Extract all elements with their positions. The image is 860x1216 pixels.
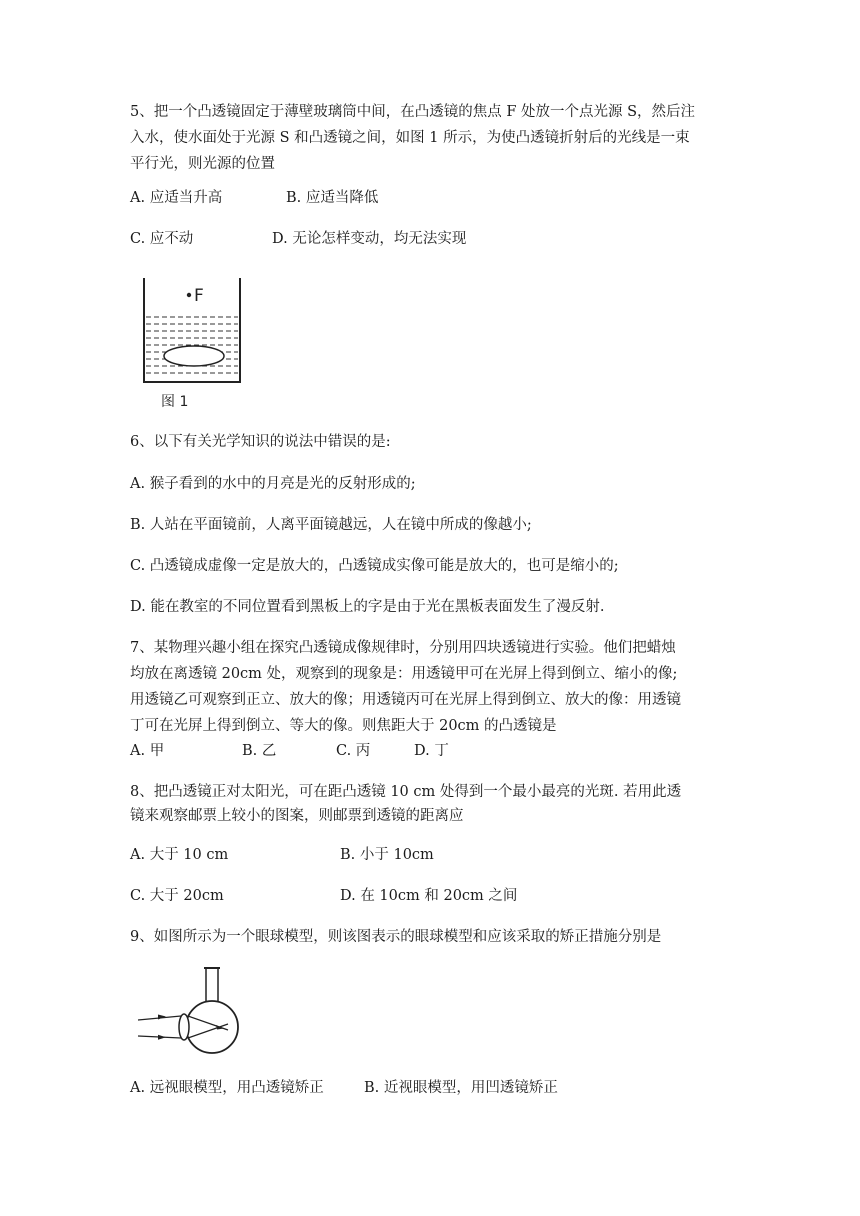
q8-option-a: A. 大于 10 cm <box>130 847 229 863</box>
q9-option-a: A. 远视眼模型，用凸透镜矫正 <box>130 1080 324 1096</box>
q5-stem-line-2: 入水，使水面处于光源 S 和凸透镜之间，如图 1 所示，为使凸透镜折射后的光线是一束 <box>130 130 690 146</box>
q7-stem-line-2: 均放在离透镜 20cm 处，观察到的现象是：用透镜甲可在光屏上得到倒立、缩小的像; <box>130 666 678 682</box>
q8-stem-line-1: 8、把凸透镜正对太阳光，可在距凸透镜 10 cm 处得到一个最小最亮的光斑. 若用此透 <box>130 784 682 800</box>
q6-option-a: A. 猴子看到的水中的月亮是光的反射形成的; <box>130 476 416 492</box>
q7-option-c: C. 丙 <box>336 743 371 759</box>
q5-option-b: B. 应适当降低 <box>286 190 379 206</box>
q8-option-c: C. 大于 20cm <box>130 888 224 904</box>
eyeball-model-figure <box>136 964 266 1058</box>
q8-option-d: D. 在 10cm 和 20cm 之间 <box>340 888 518 904</box>
q7-stem-line-4: 丁可在光屏上得到倒立、等大的像。则焦距大于 20cm 的凸透镜是 <box>130 718 557 734</box>
q7-option-d: D. 丁 <box>414 743 449 759</box>
q8-option-b: B. 小于 10cm <box>340 847 434 863</box>
figure-1-lens <box>164 346 224 366</box>
q6-stem: 6、以下有关光学知识的说法中错误的是: <box>130 434 391 450</box>
q6-option-b: B. 人站在平面镜前，人离平面镜越远，人在镜中所成的像越小; <box>130 517 532 533</box>
q8-stem-line-2: 镜来观察邮票上较小的图案，则邮票到透镜的距离应 <box>130 808 464 824</box>
q7-stem-line-1: 7、某物理兴趣小组在探究凸透镜成像规律时，分别用四块透镜进行实验。他们把蜡烛 <box>130 640 676 656</box>
q5-stem-line-1: 5、把一个凸透镜固定于薄壁玻璃筒中间，在凸透镜的焦点 F 处放一个点光源 S，然后注 <box>130 104 696 120</box>
q9-option-b: B. 近视眼模型，用凹透镜矫正 <box>364 1080 558 1096</box>
q5-stem-line-3: 平行光，则光源的位置 <box>130 156 275 172</box>
q5-option-c: C. 应不动 <box>130 231 194 247</box>
figure-1-point-label: F <box>194 286 204 306</box>
q7-option-b: B. 乙 <box>242 743 277 759</box>
q9-stem: 9、如图所示为一个眼球模型，则该图表示的眼球模型和应该采取的矫正措施分别是 <box>130 929 662 945</box>
q6-option-c: C. 凸透镜成虚像一定是放大的，凸透镜成实像可能是放大的，也可是缩小的; <box>130 558 619 574</box>
q6-option-d: D. 能在教室的不同位置看到黑板上的字是由于光在黑板表面发生了漫反射. <box>130 599 605 615</box>
figure-1-glass-cylinder <box>132 272 250 412</box>
q5-option-a: A. 应适当升高 <box>130 190 223 206</box>
q5-option-d: D. 无论怎样变动，均无法实现 <box>272 231 467 247</box>
q7-stem-line-3: 用透镜乙可观察到正立、放大的像；用透镜丙可在光屏上得到倒立、放大的像：用透镜 <box>130 692 681 708</box>
q7-option-a: A. 甲 <box>130 743 165 759</box>
figure-1-caption: 图 1 <box>161 394 189 410</box>
